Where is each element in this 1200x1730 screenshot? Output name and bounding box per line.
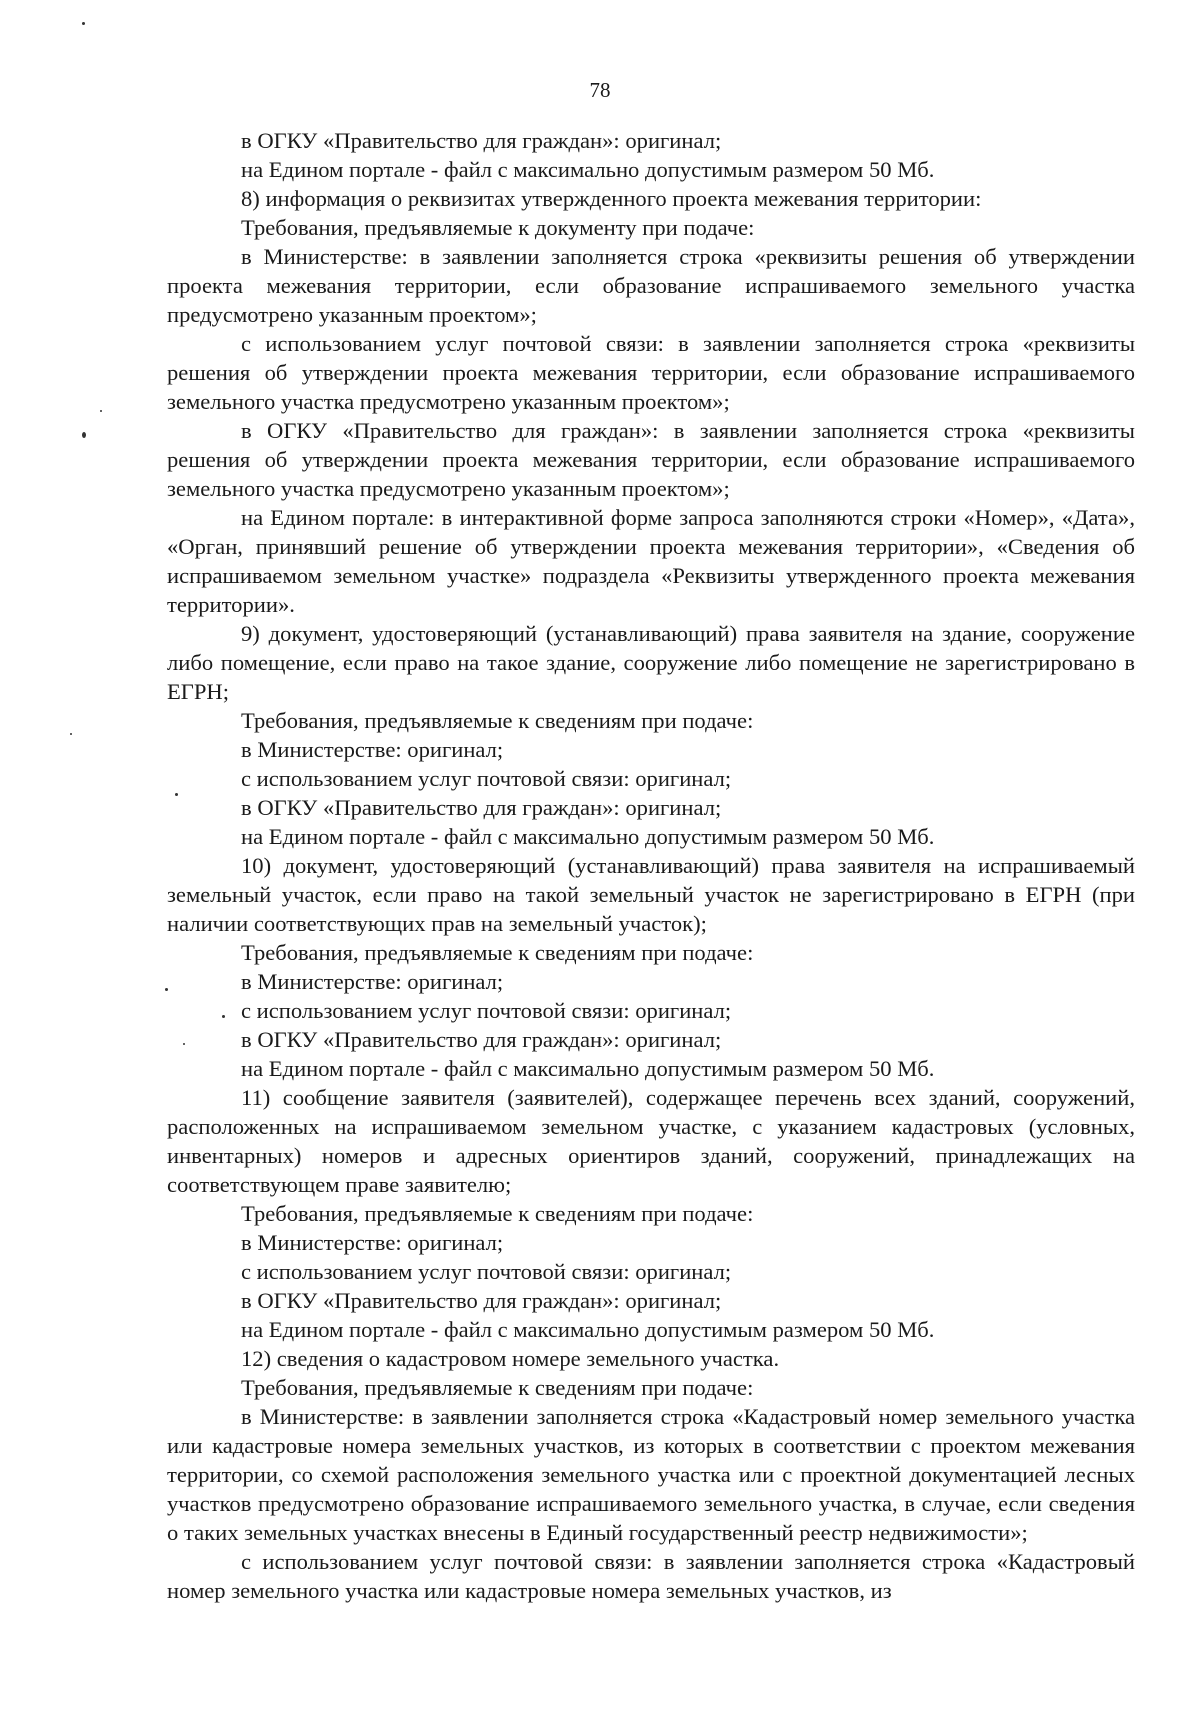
paragraph: на Едином портале: в интерактивной форме запроса заполняются строки «Номер», «Дата», «Орган, принявший решение об утверждении проекта межевания территории», «Сведения об испрашиваемом земельном участке» подраздела «Реквизиты утвержденного проекта межевания территории». (167, 505, 1135, 617)
paragraph: с использованием услуг почтовой связи: оригинал; (241, 1259, 732, 1284)
paragraph: 10) документ, удостоверяющий (устанавливающий) права заявителя на испрашиваемый земельный участок, если право на такой земельный участок не зарегистрировано в ЕГРН (при наличии соответствующих прав на земельный участок); (167, 853, 1135, 936)
scan-speck (100, 410, 102, 412)
paragraph: Требования, предъявляемые к сведениям при подаче: (241, 940, 754, 965)
paragraph: с использованием услуг почтовой связи: оригинал; (241, 998, 732, 1023)
scan-speck (82, 22, 85, 25)
scan-speck (183, 1043, 185, 1045)
paragraph: на Едином портале - файл с максимально допустимым размером 50 Мб. (241, 1317, 935, 1342)
scan-speck (222, 1015, 225, 1018)
paragraph: в Министерстве: оригинал; (241, 1230, 504, 1255)
paragraph: с использованием услуг почтовой связи: оригинал; (241, 766, 732, 791)
paragraph: 9) документ, удостоверяющий (устанавливающий) права заявителя на здание, сооружение либо помещение, если право на такое здание, сооружение либо помещение не зарегистрировано в ЕГРН; (167, 621, 1135, 704)
paragraph: 11) сообщение заявителя (заявителей), содержащее перечень всех зданий, сооружений, расположенных на испрашиваемом земельном участке, с указанием кадастровых (условных, инвентарных) номеров и адресных ориентиров зданий, сооружений, принадлежащих на соответствующем праве заявителю; (167, 1085, 1135, 1197)
paragraph: с использованием услуг почтовой связи: в заявлении заполняется строка «Кадастровый номер земельного участка или кадастровые номера земельных участков, из (167, 1549, 1135, 1603)
paragraph: Требования, предъявляемые к сведениям при подаче: (241, 1201, 754, 1226)
paragraph: Требования, предъявляемые к документу при подаче: (241, 215, 755, 240)
paragraph: 8) информация о реквизитах утвержденного проекта межевания территории: (241, 186, 982, 211)
paragraph: в Министерстве: в заявлении заполняется строка «Кадастровый номер земельного участка или кадастровые номера земельных участков, из которых в соответствии с проектом межевания территории, со схемой расположения земельного участка или с проектной документацией лесных участков предусмотрено образование испрашиваемого земельного участка, в случае, если сведения о таких земельных участках внесены в Единый государственный реестр недвижимости»; (167, 1404, 1135, 1545)
paragraph: Требования, предъявляемые к сведениям при подаче: (241, 708, 754, 733)
paragraph: на Едином портале - файл с максимально допустимым размером 50 Мб. (241, 157, 935, 182)
paragraph: в ОГКУ «Правительство для граждан»: оригинал; (241, 128, 722, 153)
paragraph: на Едином портале - файл с максимально допустимым размером 50 Мб. (241, 824, 935, 849)
page-number: 78 (589, 78, 611, 102)
scan-speck (82, 432, 86, 438)
paragraph: в Министерстве: оригинал; (241, 969, 504, 994)
paragraph: с использованием услуг почтовой связи: в заявлении заполняется строка «реквизиты решения об утверждении проекта межевания территории, если образование испрашиваемого земельного участка предусмотрено указанным проектом»; (167, 331, 1135, 414)
scan-speck (70, 733, 72, 735)
paragraph: в ОГКУ «Правительство для граждан»: оригинал; (241, 1288, 722, 1313)
paragraph: в Министерстве: в заявлении заполняется строка «реквизиты решения об утверждении проекта межевания территории, если образование испрашиваемого земельного участка предусмотрено указанным проектом»; (167, 244, 1135, 327)
paragraph: Требования, предъявляемые к сведениям при подаче: (241, 1375, 754, 1400)
paragraph: в ОГКУ «Правительство для граждан»: в заявлении заполняется строка «реквизиты решения об утверждении проекта межевания территории, если образование испрашиваемого земельного участка предусмотрено указанным проектом»; (167, 418, 1135, 501)
paragraph: в ОГКУ «Правительство для граждан»: оригинал; (241, 1027, 722, 1052)
paragraph: на Едином портале - файл с максимально допустимым размером 50 Мб. (241, 1056, 935, 1081)
paragraph: в ОГКУ «Правительство для граждан»: оригинал; (241, 795, 722, 820)
scan-speck (175, 793, 178, 796)
scan-speck (165, 988, 168, 991)
document-body (167, 126, 1135, 1605)
paragraph: 12) сведения о кадастровом номере земельного участка. (241, 1346, 780, 1371)
paragraph: в Министерстве: оригинал; (241, 737, 504, 762)
